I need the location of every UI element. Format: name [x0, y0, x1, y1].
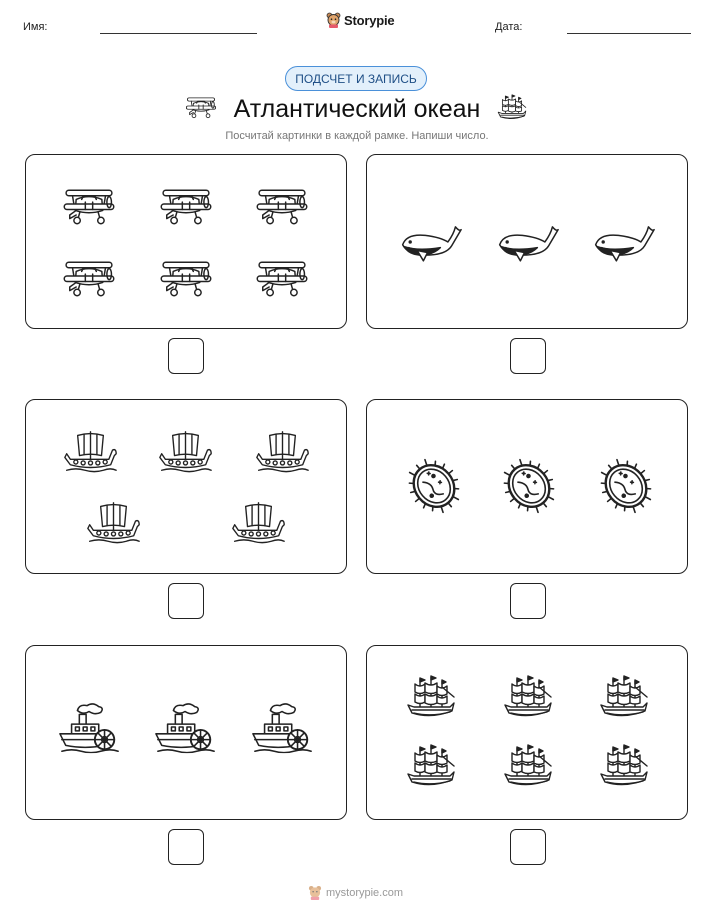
answer-box-viking-ships[interactable]	[168, 583, 204, 619]
viking-ship-icon	[86, 499, 141, 545]
steamboat-icon	[154, 700, 218, 754]
sailing-ship-icon	[599, 675, 649, 721]
bacterium-icon	[596, 456, 656, 516]
name-line	[100, 33, 257, 34]
answer-box-biplanes[interactable]	[168, 338, 204, 374]
footer-url[interactable]: mystorypie.com	[326, 886, 404, 899]
sailing-ship-icon	[503, 675, 553, 721]
page-title: Атлантический океан	[233, 95, 481, 123]
sailing-ship-icon	[503, 744, 553, 790]
storypie-bear-icon	[326, 12, 341, 28]
whale-icon	[590, 219, 656, 263]
viking-ship-icon	[63, 428, 118, 474]
biplane-icon	[63, 254, 115, 298]
answer-box-steamboats[interactable]	[168, 829, 204, 865]
biplane-icon	[63, 182, 115, 226]
viking-ship-icon	[158, 428, 213, 474]
name-label: Имя:	[23, 21, 48, 33]
storypie-logo	[326, 12, 394, 28]
biplane-icon	[160, 182, 212, 226]
counting-frame-viking-ships	[25, 399, 347, 574]
bacterium-icon	[499, 456, 559, 516]
viking-ship-icon	[231, 499, 286, 545]
sailing-ship-icon	[599, 744, 649, 790]
answer-box-whales[interactable]	[510, 338, 546, 374]
footer	[308, 885, 403, 900]
steamboat-icon	[251, 700, 315, 754]
date-line	[567, 33, 691, 34]
instructions: Посчитай картинки в каждой рамке. Напиши число.	[225, 130, 489, 142]
viking-ship-icon	[255, 428, 310, 474]
counting-frame-biplanes	[25, 154, 347, 329]
brand-name: Storypie	[344, 12, 395, 28]
steamboat-icon	[58, 700, 122, 754]
date-label: Дата:	[495, 21, 523, 33]
sailing-ship-icon	[406, 744, 456, 790]
biplane-icon	[256, 254, 308, 298]
biplane-icon	[160, 254, 212, 298]
sailing-ship-icon	[406, 675, 456, 721]
storypie-bear-icon	[308, 885, 322, 900]
worksheet-type-badge: ПОДСЧЕТ И ЗАПИСЬ	[285, 66, 427, 91]
biplane-icon	[256, 182, 308, 226]
sailing-ship-icon	[497, 93, 527, 123]
whale-icon	[397, 219, 463, 263]
answer-box-sailing-ships[interactable]	[510, 829, 546, 865]
counting-frame-sailing-ships	[366, 645, 688, 820]
answer-box-bacteria[interactable]	[510, 583, 546, 619]
whale-icon	[494, 219, 560, 263]
bacterium-icon	[404, 456, 464, 516]
